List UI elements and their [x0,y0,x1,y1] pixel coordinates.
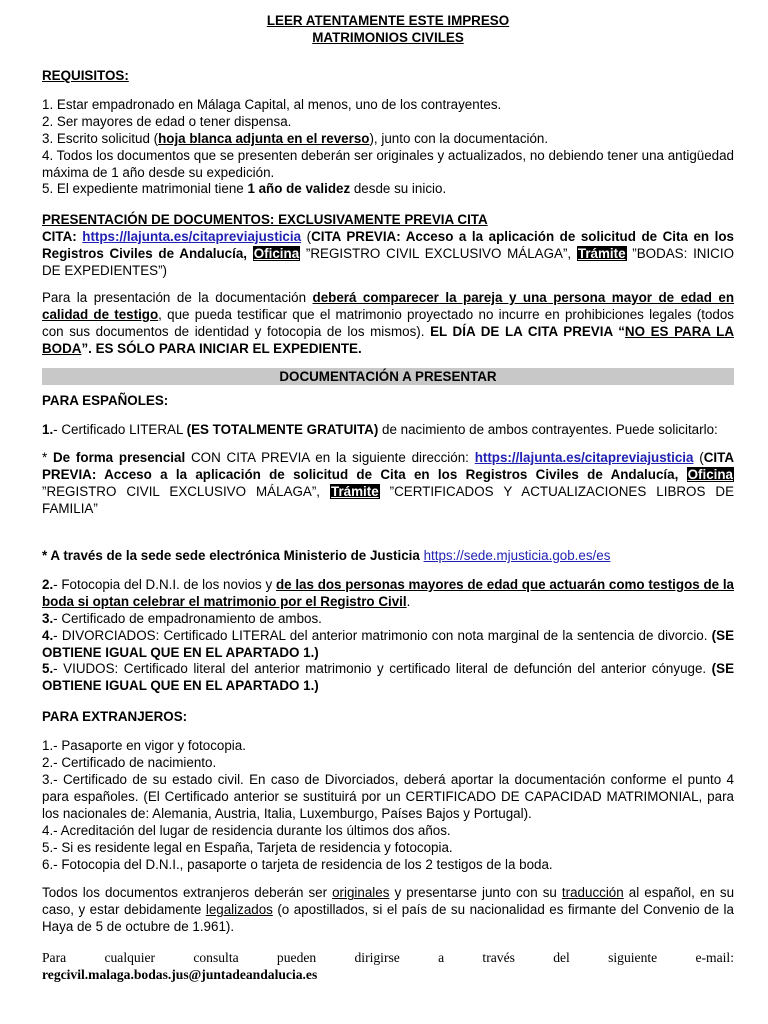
espanoles-heading: PARA ESPAÑOLES: [42,392,169,408]
doc-ext-2: 2.- Certificado de nacimiento. [42,755,217,771]
doc-esp-5-nota: (SE OBTIENE IGUAL QUE EN EL APARTADO 1.) [42,661,734,694]
presencial-star: * [42,450,54,466]
doc-esp-4-num: 4. [42,627,54,643]
sede-link[interactable]: https://sede.mjusticia.gob.es/es [423,548,611,564]
note-legalizados: legalizados [205,902,273,918]
cita-dia-a: EL DÍA DE LA CITA PREVIA “ [430,323,625,339]
doc-title-line2: MATRIMONIOS CIVILES [312,30,464,45]
presencial-tramite-tag: Trámite [331,484,379,500]
presencial-text: CON CITA PREVIA en la siguiente dirección: [185,450,475,466]
doc-ext-1: 1.- Pasaporte en vigor y fotocopia. [42,738,246,754]
sede-label: * A través de la sede sede electrónica Ministerio de Justicia [42,548,420,564]
note-d: (o apostillados, si el país de su nacionalidad es firmante del Convenio de la Haya de 5 de octubre de 1.961). [42,902,734,935]
requisito-3-a: 3. Escrito solicitud ( [42,130,159,146]
note-traduccion: traducción [561,885,624,901]
doc-esp-5 [42,661,734,695]
note-a: Todos los documentos extranjeros deberán ser [42,885,333,901]
doc-esp-2-b: . [406,593,411,609]
doc-esp-4 [42,628,734,662]
doc-esp-5-num: 5. [42,661,54,677]
no-es-para-la-boda: NO ES PARA LA BODA [42,323,734,356]
cita-link[interactable]: https://lajunta.es/citapreviajusticia [82,229,302,245]
doc-esp-5-text: - VIUDOS: Certificado literal del anterior matrimonio y certificado literal de defunción del anterior cónyuge. [53,661,712,677]
presencial-paren: ( [693,450,704,466]
cita-paragraph [42,229,734,280]
doc-esp-3-text: - Certificado de empadronamiento de ambos. [53,610,322,626]
cita-open-paren: ( [301,229,312,245]
doc-title-line1: LEER ATENTAMENTE ESTE IMPRESO [266,13,510,28]
cita-label: CITA: [42,229,83,245]
presencial-paragraph [42,450,734,518]
documentacion-band: DOCUMENTACIÓN A PRESENTAR [42,368,734,385]
extranjeros-heading: PARA EXTRANJEROS: [42,709,188,725]
doc-esp-3-num: 3. [42,610,54,626]
doc-esp-1-num: 1. [42,421,54,437]
requisito-3 [42,131,734,148]
oficina-tag: Oficina [253,246,300,262]
requisito-5-b: desde su inicio. [350,181,447,197]
requisito-5-validez: 1 año de validez [247,181,351,197]
doc-esp-1-a: - Certificado LITERAL [53,421,187,437]
document-page [42,12,734,984]
comparecer-b: , que pueda testificar que el matrimonio proyectado no incurre en prohibiciones legales (todos con sus documentos de identidad y fotocopia de los mismos). [42,306,734,339]
presencial-tramite-text: ”CERTIFICADOS Y ACTUALIZACIONES LIBROS DE FAMILIA” [42,484,734,517]
comparecer-a: Para la presentación de la documentación [42,289,313,305]
doc-esp-1 [42,422,734,439]
extranjeros-note [42,885,734,936]
doc-ext-3: 3.- Certificado de su estado civil. En caso de Divorciados, deberá aportar la documentación conforme el punto 4 para españoles. (El Certificado anterior se sustituirá por un CERTIFICADO DE CAPACIDAD MATRIMONIAL, para los nacionales de: Alemania, Austria, Italia, Luxemburgo, Países Bajos y Portugal). [42,772,734,821]
presencial-oficina-tag: Oficina [687,467,733,483]
cita-previa-text: CITA PREVIA: Acceso a la aplicación de solicitud de Cita en los Registros Civiles de Andalucía, [42,229,734,262]
tramite-text: ”BODAS: INICIO DE EXPEDIENTES”) [42,246,734,279]
doc-esp-4-nota: (SE OBTIENE IGUAL QUE EN EL APARTADO 1.) [42,627,734,660]
doc-esp-3 [42,611,734,628]
requisito-5-a: 5. El expediente matrimonial tiene [42,181,248,197]
note-c: al español, en su caso, y estar debidamente [42,885,735,918]
requisitos-heading: REQUISITOS: [42,68,129,83]
presencial-oficina-text: ”REGISTRO CIVIL EXCLUSIVO MÁLAGA”, [42,484,331,500]
doc-ext-4: 4.- Acreditación del lugar de residencia durante los últimos dos años. [42,822,451,838]
requisito-3-hoja: hoja blanca adjunta en el reverso [158,130,370,146]
sede-paragraph [42,548,734,565]
note-originales: originales [332,885,390,901]
tramite-tag: Trámite [577,246,626,262]
doc-esp-1-b: de nacimiento de ambos contrayentes. Puede solicitarlo: [378,421,718,437]
comparecer-testigo: deberá comparecer la pareja y una persona mayor de edad en calidad de testigo [42,289,735,322]
doc-esp-2-testigos: de las dos personas mayores de edad que actuarán como testigos de la boda si optan celebrar el matrimonio por el Registro Civil [42,576,734,609]
presentacion-heading: PRESENTACIÓN DE DOCUMENTOS: EXCLUSIVAMENTE PREVIA CITA [42,212,488,228]
presencial-link[interactable]: https://lajunta.es/citapreviajusticia [474,450,694,466]
contacto-email[interactable]: regcivil.malaga.bodas.jus@juntadeandalucia.es [42,967,318,983]
cita-dia-b: ”. ES SÓLO PARA INICIAR EL EXPEDIENTE. [81,340,362,356]
requisito-1: 1. Estar empadronado en Málaga Capital, al menos, uno de los contrayentes. [42,96,502,112]
presencial-cita-text: CITA PREVIA: Acceso a la aplicación de solicitud de Cita en los Registros Civiles de Andalucía, [42,450,734,483]
comparecer-paragraph [42,290,734,358]
requisito-5 [42,181,734,198]
doc-esp-2-a: - Fotocopia del D.N.I. de los novios y [53,576,276,592]
doc-esp-2 [42,577,734,611]
oficina-text: ”REGISTRO CIVIL EXCLUSIVO MÁLAGA”, [300,246,577,262]
doc-ext-5: 5.- Si es residente legal en España, Tarjeta de residencia y fotocopia. [42,839,453,855]
requisito-4: 4. Todos los documentos que se presenten deberán ser originales y actualizados, no debiendo tener una antigüedad máxima de 1 año desde su expedición. [42,147,734,180]
doc-ext-6: 6.- Fotocopia del D.N.I., pasaporte o tarjeta de residencia de los 2 testigos de la boda. [42,856,553,872]
presencial-bold: De forma presencial [53,450,186,466]
contacto-text: Para cualquier consulta pueden dirigirse a través del siguiente e-mail: [42,950,734,966]
doc-esp-1-gratuita: (ES TOTALMENTE GRATUITA) [186,421,379,437]
note-b: y presentarse junto con su [389,885,562,901]
requisito-3-b: ), junto con la documentación. [369,130,549,146]
doc-esp-4-text: - DIVORCIADOS: Certificado LITERAL del anterior matrimonio con nota marginal de la sentencia de divorcio. [53,627,712,643]
doc-esp-2-num: 2. [42,576,54,592]
requisito-2: 2. Ser mayores de edad o tener dispensa. [42,113,292,129]
